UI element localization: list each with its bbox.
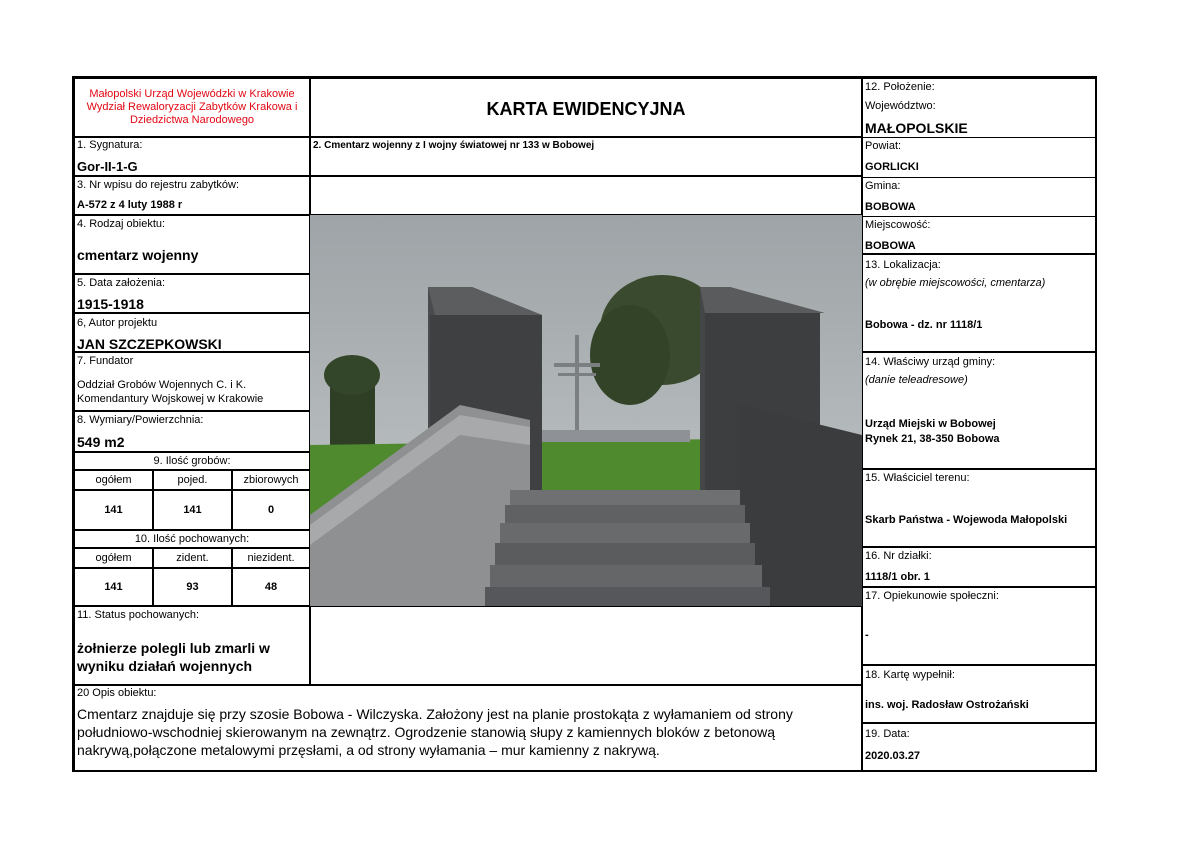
field-16 [862,547,1097,587]
field-2 [310,137,862,176]
field-3 [74,176,310,215]
field-2-label: 2. Cmentarz wojenny z I wojny światowej nr 133 w Bobowej [313,140,595,151]
field-18-value: ins. woj. Radosław Ostrożański [865,699,1029,711]
locality-label: Miejscowość: [865,219,931,231]
graves-header-total: ogółem [74,470,153,490]
field-3-label: 3. Nr wpisu do rejestru zabytków: [77,179,240,191]
field-6-label: 6, Autor projektu [77,317,158,329]
buried-header-identified: zident. [153,548,232,568]
field-1 [74,137,310,176]
field-6 [74,313,310,352]
field-7 [74,352,310,411]
buried-identified: 93 [153,568,232,606]
field-12 [862,78,1097,254]
graves-collective: 0 [232,490,310,530]
field-4 [74,215,310,274]
graves-total: 141 [74,490,153,530]
field-15-value: Skarb Państwa - Wojewoda Małopolski [865,514,1068,526]
county-label: Powiat: [865,140,902,152]
field-19-label: 19. Data: [865,728,910,740]
office-line-2: Wydział Rewaloryzacji Zabytków Krakowa i [86,101,298,113]
field-14-label: 14. Właściwy urząd gminy: [865,356,996,368]
field-7-label: 7. Fundator [77,355,134,367]
field-10-label: 10. Ilość pochowanych: [74,530,310,548]
field-4-label: 4. Rodzaj obiektu: [77,218,166,230]
description-line-2: południowo-wschodniej skierowanym na zewnątrz. Ogrodzenie stanowią słupy z kamiennych bloków z betonową [77,724,776,740]
description-line-1: Cmentarz znajduje się przy szosie Bobowa - Wilczyska. Założony jest na planie prostokąta z wyłamaniem od strony [77,706,793,722]
field-19-value: 2020.03.27 [865,750,921,762]
field-17 [862,587,1097,665]
field-13-value: Bobowa - dz. nr 1118/1 [865,319,983,331]
field-20 [74,685,862,772]
cemetery-photo [310,215,862,606]
buried-total: 141 [74,568,153,606]
field-18-label: 18. Kartę wypełnił: [865,669,955,681]
page-title: KARTA EWIDENCYJNA [486,99,686,119]
field-5-value: 1915-1918 [77,296,144,312]
field-8-value: 549 m2 [77,434,125,450]
locality-value: BOBOWA [865,240,916,252]
field-17-label: 17. Opiekunowie społeczni: [865,590,999,602]
field-8 [74,411,310,452]
field-4-value: cmentarz wojenny [77,247,199,263]
graves-header-collective: zbiorowych [232,470,310,490]
buried-header-unidentified: niezident. [232,548,310,568]
field-17-value: - [865,629,869,641]
field-14-value-line-2: Rynek 21, 38-350 Bobowa [865,433,1000,445]
field-7-value-line-1: Oddział Grobów Wojennych C. i K. [77,379,247,391]
field-18 [862,665,1097,723]
middle-empty-row [310,176,862,215]
buried-header-total: ogółem [74,548,153,568]
field-15 [862,469,1097,547]
field-9-label: 9. Ilość grobów: [74,452,310,470]
county-value: GORLICKI [865,161,919,173]
field-20-label: 20 Opis obiektu: [77,687,157,699]
municipality-value: BOBOWA [865,201,916,213]
graves-single: 141 [153,490,232,530]
field-19 [862,723,1097,772]
field-14-note: (danie teleadresowe) [865,374,968,386]
field-13-note: (w obrębie miejscowości, cmentarza) [865,277,1046,289]
field-11-label: 11. Status pochowanych: [77,609,200,621]
field-6-value: JAN SZCZEPKOWSKI [77,336,222,352]
field-13-label: 13. Lokalizacja: [865,259,941,271]
field-12-label: 12. Położenie: [865,81,935,93]
field-11 [74,606,310,685]
field-8-label: 8. Wymiary/Powierzchnia: [77,414,204,426]
field-7-value-line-2: Komendantury Wojskowej w Krakowie [77,393,264,405]
field-16-value: 1118/1 obr. 1 [865,571,930,583]
field-13 [862,254,1097,352]
title-cell [310,78,862,137]
field-14-value-line-1: Urząd Miejski w Bobowej [865,418,996,430]
field-1-value: Gor-II-1-G [77,159,138,174]
office-line-3: Dziedzictwa Narodowego [129,114,255,126]
field-5 [74,274,310,313]
municipality-label: Gmina: [865,180,901,192]
buried-unidentified: 48 [232,568,310,606]
field-11-value-line-1: żołnierze polegli lub zmarli w [77,640,270,656]
field-15-label: 15. Właściciel terenu: [865,472,970,484]
field-16-label: 16. Nr działki: [865,550,932,562]
office-line-1: Małopolski Urząd Wojewódzki w Krakowie [89,88,295,100]
graves-header-single: pojed. [153,470,232,490]
field-3-value: A-572 z 4 luty 1988 r [77,199,183,211]
record-card [72,76,1097,772]
middle-empty-row-2 [310,606,862,685]
description-line-3: nakrywą,połączone metalowymi przęsłami, a od strony wyłamania – mur kamienny z nakrywą. [77,742,660,758]
cemetery-photo-illustration [310,215,862,606]
field-11-value-line-2: wyniku działań wojennych [77,658,253,674]
office-header [74,78,310,137]
voivodeship-value: MAŁOPOLSKIE [865,120,968,136]
field-1-label: 1. Sygnatura: [77,139,143,151]
field-5-label: 5. Data założenia: [77,277,166,289]
voivodeship-label: Województwo: [865,100,936,112]
field-14 [862,352,1097,469]
